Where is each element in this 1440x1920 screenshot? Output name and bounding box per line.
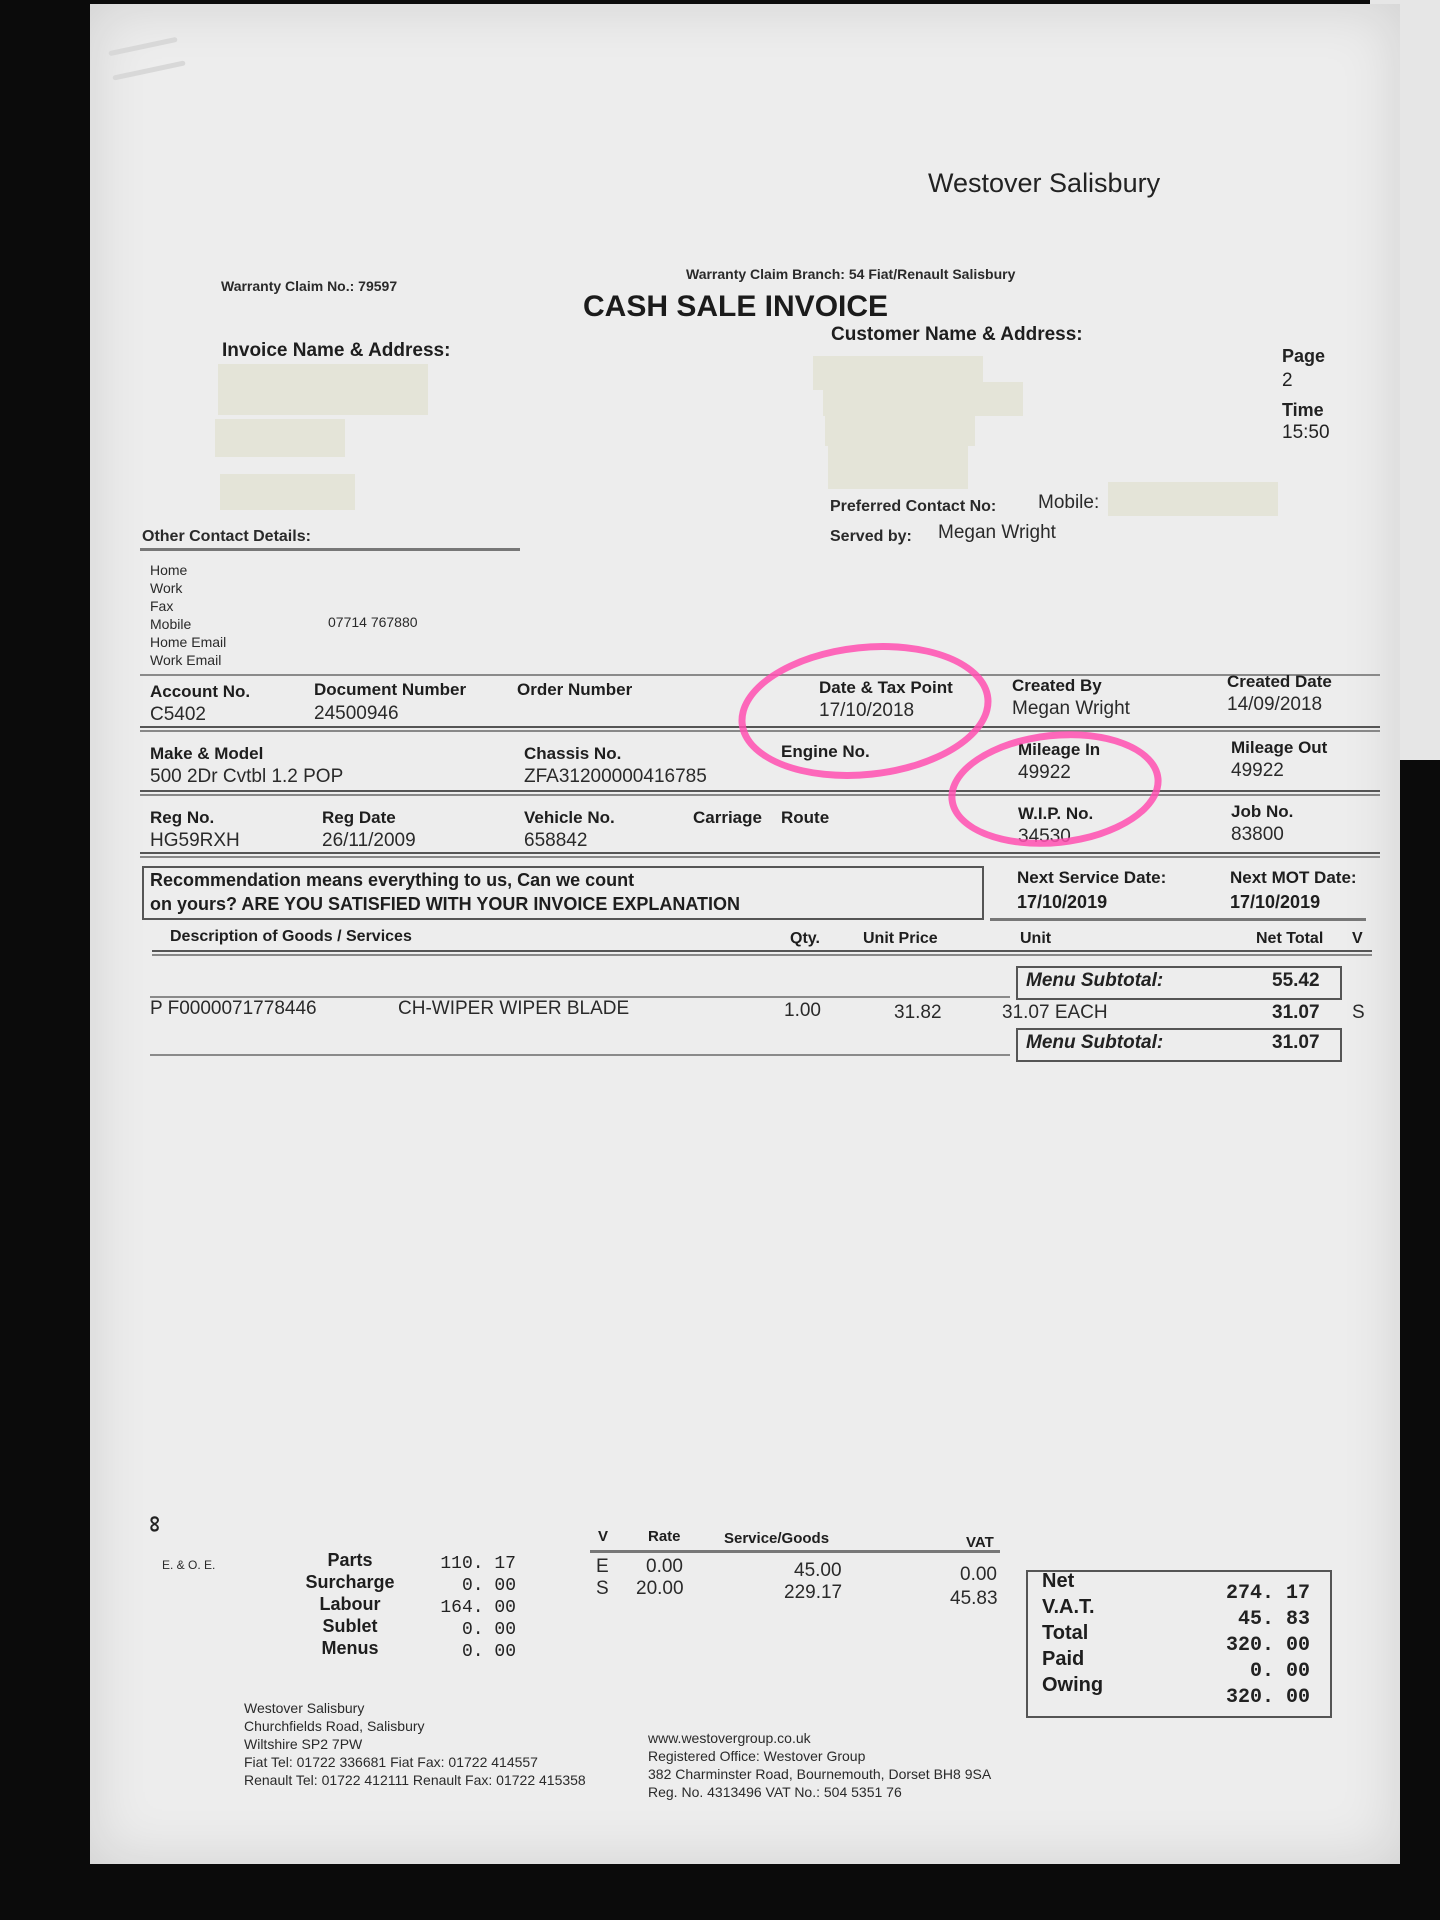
breakdown-label: Surcharge <box>305 1572 395 1592</box>
date-tax-point-label: Date & Tax Point <box>819 678 953 697</box>
created-date-label: Created Date <box>1227 672 1332 691</box>
description-header: Description of Goods / Services <box>170 928 412 945</box>
footer-address-line: Wiltshire SP2 7PW <box>244 1736 363 1752</box>
breakdown-label: Menus <box>321 1638 379 1658</box>
vat-row-vat: 45.83 <box>950 1588 998 1609</box>
engine-label: Engine No. <box>781 742 870 761</box>
warranty-branch-label: Warranty Claim Branch: <box>686 266 845 282</box>
chassis-label: Chassis No. <box>524 744 622 763</box>
divider <box>140 548 520 551</box>
next-mot-label: Next MOT Date: <box>1230 868 1357 887</box>
other-contact-title: Other Contact Details: <box>142 528 311 545</box>
logo-mark: ∞ <box>140 1515 168 1533</box>
footer-company-line: Reg. No. 4313496 VAT No.: 504 5351 76 <box>648 1784 902 1800</box>
served-by-value: Megan Wright <box>938 522 1056 543</box>
reg-date-value: 26/11/2009 <box>322 830 416 851</box>
totals-label: V.A.T. <box>1042 1596 1095 1618</box>
vat-row-goods: 45.00 <box>794 1560 842 1581</box>
job-no-label: Job No. <box>1231 802 1294 821</box>
breakdown-value: 164. 00 <box>440 1598 516 1618</box>
totals-label: Paid <box>1042 1648 1085 1670</box>
redacted-area <box>825 414 975 446</box>
mobile-label: Mobile <box>150 616 192 632</box>
divider <box>590 1550 1000 1553</box>
home-email-label: Home Email <box>150 634 227 650</box>
vat-rate-header: Rate <box>648 1528 681 1545</box>
breakdown-label: Parts <box>327 1550 373 1570</box>
vat-row-rate: 0.00 <box>646 1556 683 1577</box>
service-goods-header: Service/Goods <box>724 1530 830 1547</box>
vat-amount-header: VAT <box>966 1534 994 1551</box>
footer-company-line: 382 Charminster Road, Bournemouth, Dorset BH8 9SA <box>648 1766 992 1782</box>
item-qty: 1.00 <box>784 1000 821 1021</box>
totals-value: 0. 00 <box>1249 1660 1310 1683</box>
item-unit: 31.07 EACH <box>1002 1002 1108 1023</box>
reg-no-label: Reg No. <box>150 808 215 827</box>
vehicle-no-label: Vehicle No. <box>524 808 615 827</box>
vat-row-goods: 229.17 <box>784 1582 843 1603</box>
totals-label: Total <box>1042 1622 1089 1644</box>
route-label: Route <box>781 808 830 827</box>
vat-row-code: E <box>596 1556 609 1577</box>
company-name: Westover Salisbury <box>928 168 1161 198</box>
reg-date-label: Reg Date <box>322 808 396 827</box>
invoice-paper <box>90 4 1400 1864</box>
created-date-value: 14/09/2018 <box>1227 694 1323 715</box>
staple <box>108 37 178 56</box>
mileage-out-value: 49922 <box>1231 760 1284 781</box>
warranty-claim-branch <box>686 266 1015 282</box>
next-service-value: 17/10/2019 <box>1017 892 1108 912</box>
divider <box>152 950 1372 956</box>
v-header: V <box>1352 930 1363 947</box>
warranty-claim-no <box>221 278 397 294</box>
mobile-value: 07714 767880 <box>328 614 418 630</box>
mileage-in-label: Mileage In <box>1018 740 1101 759</box>
next-mot-value: 17/10/2019 <box>1230 892 1321 912</box>
totals-value: 274. 17 <box>1225 1582 1310 1605</box>
redacted-area <box>215 419 345 457</box>
time-label: Time <box>1282 400 1324 420</box>
divider <box>140 790 1380 796</box>
wip-value: 34530 <box>1018 826 1071 847</box>
chassis-value: ZFA31200000416785 <box>524 766 707 787</box>
created-by-label: Created By <box>1012 676 1102 695</box>
footer-address-line: Fiat Tel: 01722 336681 Fiat Fax: 01722 414557 <box>244 1754 538 1770</box>
account-label: Account No. <box>150 682 251 701</box>
menu-subtotal-value: 31.07 <box>1272 1032 1320 1053</box>
item-unit-price: 31.82 <box>894 1002 942 1023</box>
wip-label: W.I.P. No. <box>1018 804 1094 823</box>
redacted-area <box>1108 482 1278 516</box>
redacted-area <box>220 474 355 510</box>
breakdown-label: Labour <box>319 1594 381 1614</box>
vat-row-rate: 20.00 <box>636 1578 684 1599</box>
home-label: Home <box>150 562 188 578</box>
breakdown-value: 0. 00 <box>461 1642 516 1662</box>
highlight-circle <box>732 631 999 791</box>
order-number-label: Order Number <box>517 680 633 699</box>
unit-header: Unit <box>1020 930 1052 947</box>
net-total-header: Net Total <box>1256 930 1324 947</box>
totals-value: 320. 00 <box>1225 1634 1310 1657</box>
totals-value: 45. 83 <box>1237 1608 1310 1631</box>
breakdown-value: 110. 17 <box>440 1554 516 1574</box>
document-number-value: 24500946 <box>314 703 399 724</box>
work-label: Work <box>150 580 183 596</box>
redacted-area <box>828 444 968 489</box>
time-value: 15:50 <box>1282 422 1330 443</box>
footer-address-line: Westover Salisbury <box>244 1700 365 1716</box>
fax-label: Fax <box>150 598 174 614</box>
divider <box>150 1054 1010 1056</box>
divider <box>140 852 1380 858</box>
recommendation-line-2: on yours? ARE YOU SATISFIED WITH YOUR INVOICE EXPLANATION <box>150 894 741 914</box>
item-description: CH-WIPER WIPER BLADE <box>398 998 630 1019</box>
highlight-circle <box>943 721 1168 857</box>
warranty-claim-label: Warranty Claim No.: <box>221 278 355 294</box>
breakdown-value: 0. 00 <box>461 1620 516 1640</box>
redacted-area <box>218 379 428 415</box>
document-title: CASH SALE INVOICE <box>583 290 889 323</box>
date-tax-point-value: 17/10/2018 <box>819 700 915 721</box>
totals-label: Net <box>1042 1570 1075 1592</box>
page-value: 2 <box>1282 370 1293 391</box>
breakdown-label: Sublet <box>322 1616 378 1636</box>
make-model-label: Make & Model <box>150 744 264 763</box>
mileage-out-label: Mileage Out <box>1231 738 1328 757</box>
recommendation-line-1: Recommendation means everything to us, Can we count <box>150 870 635 890</box>
document-number-label: Document Number <box>314 680 467 699</box>
item-code: P F0000071778446 <box>150 998 317 1019</box>
item-net-total: 31.07 <box>1272 1002 1320 1023</box>
created-by-value: Megan Wright <box>1012 698 1130 719</box>
warranty-claim-value: 79597 <box>358 278 398 294</box>
carriage-label: Carriage <box>693 808 762 827</box>
make-model-value: 500 2Dr Cvtbl 1.2 POP <box>150 766 344 787</box>
next-service-label: Next Service Date: <box>1017 868 1167 887</box>
work-email-label: Work Email <box>150 652 222 668</box>
warranty-branch-value: 54 Fiat/Renault Salisbury <box>848 266 1016 282</box>
invoice-name-label: Invoice Name & Address: <box>222 340 451 361</box>
divider <box>140 674 1380 676</box>
menu-subtotal-label: Menu Subtotal: <box>1026 970 1164 991</box>
item-vat-code: S <box>1352 1002 1365 1023</box>
vat-code-header: V <box>598 1528 609 1545</box>
menu-subtotal-value: 55.42 <box>1272 970 1320 991</box>
footer-address-line: Renault Tel: 01722 412111 Renault Fax: 01722 415358 <box>244 1772 586 1788</box>
customer-name-label: Customer Name & Address: <box>831 324 1083 345</box>
mileage-in-value: 49922 <box>1018 762 1071 783</box>
vehicle-no-value: 658842 <box>524 830 588 851</box>
preferred-contact-value: Mobile: <box>1038 492 1100 513</box>
qty-header: Qty. <box>790 930 820 947</box>
totals-value: 320. 00 <box>1225 1686 1310 1709</box>
unit-price-header: Unit Price <box>863 930 938 947</box>
page-label: Page <box>1282 346 1326 366</box>
breakdown-value: 0. 00 <box>461 1576 516 1596</box>
menu-subtotal-label: Menu Subtotal: <box>1026 1032 1164 1053</box>
divider <box>990 918 1366 921</box>
job-no-value: 83800 <box>1231 824 1284 845</box>
served-by-label: Served by: <box>830 528 912 545</box>
totals-label: Owing <box>1042 1674 1104 1696</box>
redacted-area <box>823 382 1023 416</box>
footer-address-line: Churchfields Road, Salisbury <box>244 1718 425 1734</box>
eoe-label: E. & O. E. <box>162 1558 216 1572</box>
footer-company-line: Registered Office: Westover Group <box>648 1748 866 1764</box>
account-value: C5402 <box>150 704 206 725</box>
preferred-contact-label: Preferred Contact No: <box>830 498 997 515</box>
vat-row-vat: 0.00 <box>960 1564 997 1585</box>
vat-row-code: S <box>596 1578 609 1599</box>
footer-company-line: www.westovergroup.co.uk <box>648 1730 811 1746</box>
reg-no-value: HG59RXH <box>150 830 240 851</box>
staple <box>112 60 185 80</box>
